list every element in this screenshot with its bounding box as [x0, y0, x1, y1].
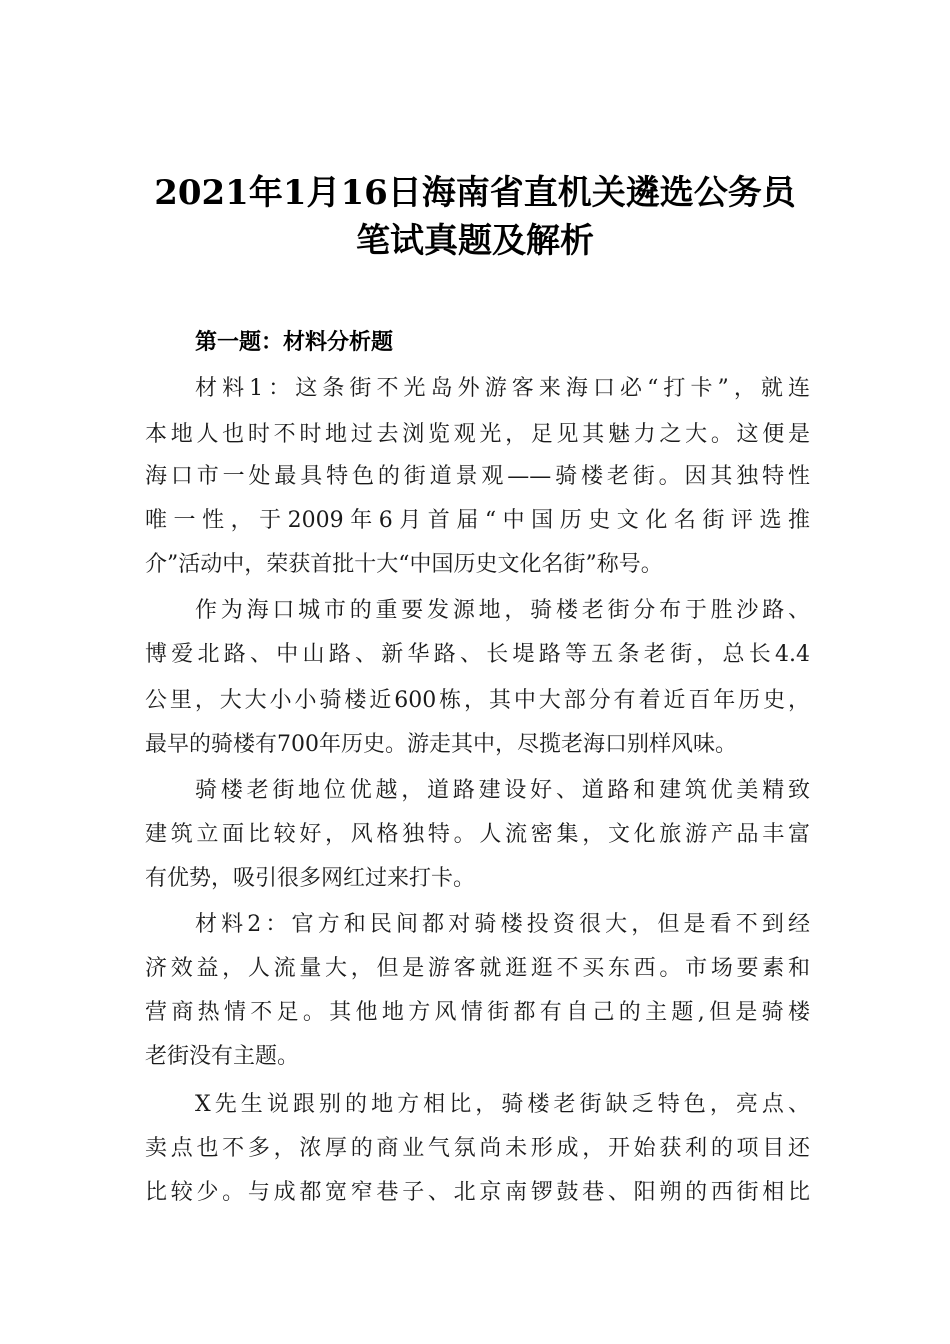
paragraph-line: 作为海口城市的重要发源地，骑楼老街分布于胜沙路、: [195, 598, 810, 623]
paragraph-line: 营商热情不足。其他地方风情街都有自己的主题,但是骑楼: [145, 1000, 810, 1025]
paragraph-line: 博爱北路、中山路、新华路、长堤路等五条老街，总长4.4: [145, 642, 810, 667]
document-title-line-2: 笔试真题及解析: [356, 221, 594, 261]
paragraph-line: 有优势，吸引很多网红过来打卡。: [145, 866, 476, 891]
paragraph-line: 唯一性，于2009年6月首届“中国历史文化名街评选推: [145, 508, 810, 533]
paragraph-line: X先生说跟别的地方相比，骑楼老街缺乏特色，亮点、: [195, 1092, 810, 1117]
paragraph-line: 建筑立面比较好，风格独特。人流密集，文化旅游产品丰富: [145, 822, 810, 847]
document-title-line-1: 2021年1月16日海南省直机关遴选公务员: [154, 173, 796, 213]
paragraph-line: 最早的骑楼有700年历史。游走其中，尽揽老海口别样风味。: [145, 732, 737, 757]
paragraph-line: 材料1：这条街不光岛外游客来海口必“打卡”，就连: [195, 376, 810, 401]
paragraph-line: 本地人也时不时地过去浏览观光，足见其魅力之大。这便是: [145, 422, 810, 447]
paragraph-line: 骑楼老街地位优越，道路建设好、道路和建筑优美精致: [195, 778, 810, 803]
paragraph-line: 比较少。与成都宽窄巷子、北京南锣鼓巷、阳朔的西街相比: [145, 1180, 810, 1205]
paragraph-line: 介”活动中，荣获首批十大“中国历史文化名街”称号。: [145, 552, 663, 577]
paragraph-line: 海口市一处最具特色的街道景观——骑楼老街。因其独特性: [145, 464, 810, 489]
paragraph-line: 卖点也不多，浓厚的商业气氛尚未形成，开始获利的项目还: [145, 1136, 810, 1161]
paragraph-line: 材料2：官方和民间都对骑楼投资很大，但是看不到经: [195, 912, 810, 937]
section-heading: 第一题：材料分析题: [195, 330, 394, 355]
paragraph-line: 公里，大大小小骑楼近600栋，其中大部分有着近百年历史，: [145, 688, 810, 713]
paragraph-line: 老街没有主题。: [145, 1044, 300, 1069]
paragraph-line: 济效益，人流量大，但是游客就逛逛不买东西。市场要素和: [145, 956, 810, 981]
